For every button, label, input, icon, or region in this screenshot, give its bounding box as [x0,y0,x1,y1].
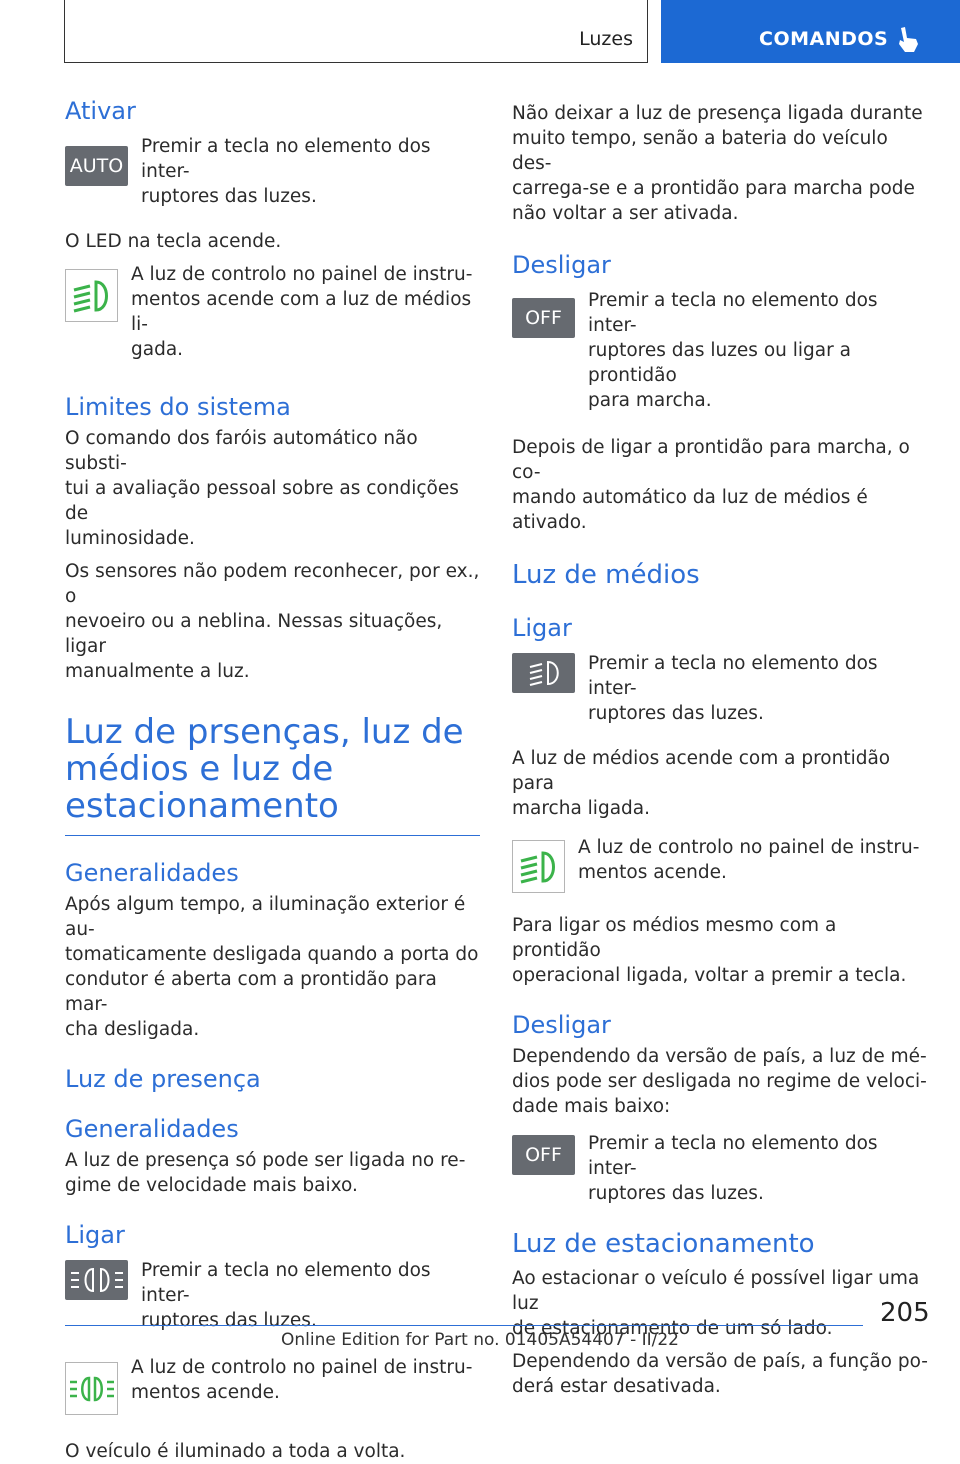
auto-indicator-text: A luz de controlo no painel de instru- mentos acende com a luz de médios li- gada. [131,264,473,360]
medios-indicator-text: A luz de controlo no painel de instru- mentos acende. [578,837,920,883]
desligar2-press-text: Premir a tecla no elemento dos inter- ruptores das luzes. [588,1133,878,1204]
page-number: 205 [880,1298,930,1328]
parking-light-button-icon [65,1260,128,1300]
off-button2-icon: OFF [512,1135,575,1175]
ligar-heading: Ligar [65,1221,125,1249]
desligar2-row [512,1131,930,1206]
limites-p1: O comando dos faróis automático não substi- tui a avaliação pessoal sobre as condições de luminosidade. [65,428,459,549]
estacionamento-heading: Luz de estacionamento [512,1229,815,1259]
presenca-heading: Luz de presença [65,1065,261,1093]
footer-rule [65,1325,863,1326]
low-beam-green-icon [70,276,114,316]
medios-heading: Luz de médios [512,560,700,590]
parking-light-green-icon [69,1374,115,1404]
ligar-indicator-text: A luz de controlo no painel de instru- mentos acende. [131,1357,473,1403]
low-beam-white-icon [524,658,564,688]
generalidades2-heading: Generalidades [65,1115,239,1143]
header-box [64,0,648,63]
ativar-heading: Ativar [65,97,136,125]
parking-light-white-icon [69,1265,125,1295]
chapter-tab[interactable] [661,0,960,63]
depois-text: Depois de ligar a prontidão para marcha, o co- mando automático da luz de médios é ativado. [512,437,910,533]
footer-edition: Online Edition for Part no. 01405A54407 - II/22 [280,1330,679,1350]
generalidades-heading: Generalidades [65,859,239,887]
ligar-indicator-row [65,1355,480,1415]
left-column [65,96,480,1464]
estacionamento-p2: Dependendo da versão de país, a função po- derá estar desativada. [512,1351,928,1397]
right-column [512,101,930,1399]
low-beam-indicator-icon [65,269,118,322]
low-beam-green2-icon [517,847,561,887]
medios-ligar-text: Premir a tecla no elemento dos inter- ruptores das luzes. [588,653,878,724]
desligar2-heading: Desligar [512,1011,611,1039]
desligar-row [512,288,930,413]
auto-button-icon: AUTO [65,146,128,186]
low-beam-button-icon [512,653,575,693]
medios-indicator-row [512,835,930,893]
led-text: O LED na tecla acende. [65,231,282,252]
limites-p2: Os sensores não podem reconhecer, por ex., o nevoeiro ou a neblina. Nessas situações, ligar manualmente a luz. [65,561,480,682]
medios-ligar-row [512,651,930,726]
medios-ligar-heading: Ligar [512,614,572,642]
veiculo-text: O veículo é iluminado a toda a volta. [65,1441,406,1462]
desligar2-text: Dependendo da versão de país, a luz de mé- dios pode ser desligada no regime de veloci- dade mais baixo: [512,1046,927,1117]
parking-light-indicator-icon [65,1362,118,1415]
estacionamento-p1: Ao estacionar o veículo é possível ligar uma luz de estacionamento de um só lado. [512,1268,920,1339]
limites-heading: Limites do sistema [65,393,291,421]
ligar-row [65,1258,480,1333]
off-button-icon: OFF [512,298,575,338]
ativar-text: Premir a tecla no elemento dos inter- ruptores das luzes. [141,136,431,207]
chapter-rule [65,835,480,836]
ativar-row [65,134,480,209]
low-beam-indicator2-icon [512,840,565,893]
chapter-title: Luz de prsenças, luz de médios e luz de estacionamento [65,712,464,826]
section-title: Luzes [579,28,633,50]
generalidades-text: Após algum tempo, a iluminação exterior é au- tomaticamente desligada quando a porta do condutor é aberta com a prontidão para mar- cha desligada. [65,894,479,1040]
generalidades2-text: A luz de presença só pode ser ligada no re- gime de velocidade mais baixo. [65,1150,466,1196]
desligar-heading: Desligar [512,251,611,279]
desligar-text: Premir a tecla no elemento dos inter- ruptores das luzes ou ligar a prontidão para marcha. [588,290,878,411]
auto-indicator-row [65,262,480,362]
ligar-text: Premir a tecla no elemento dos inter- ruptores das luzes. [141,1260,431,1331]
warning-text: Não deixar a luz de presença ligada durante muito tempo, senão a bateria do veículo des- carrega-se e a prontidão para marcha pode não voltar a ser ativada. [512,103,923,224]
hand-pointer-icon [896,26,920,54]
chapter-tab-label: COMANDOS [759,28,889,50]
medios-acende-text: A luz de médios acende com a prontidão para marcha ligada. [512,748,891,819]
para-ligar-text: Para ligar os médios mesmo com a prontidão operacional ligada, voltar a premir a tecla. [512,915,907,986]
